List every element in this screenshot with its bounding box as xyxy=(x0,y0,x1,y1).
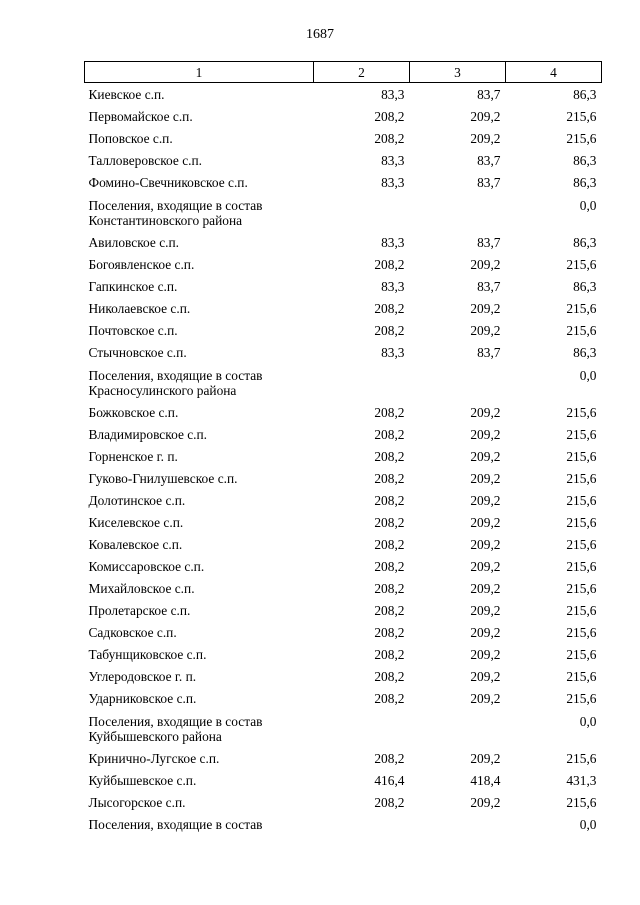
settlement-name-cell: Комиссаровское с.п. xyxy=(88,558,205,574)
settlement-name-cell: Почтовское с.п. xyxy=(88,322,178,338)
settlement-name-cell: Долотинское с.п. xyxy=(88,492,186,508)
value-col2-cell: 208,2 xyxy=(374,602,405,618)
value-col2-cell: 83,3 xyxy=(381,278,405,294)
table-row xyxy=(85,105,602,127)
value-col3-cell xyxy=(410,709,506,747)
value-col2-cell xyxy=(314,193,410,231)
value-col4-cell: 0,0 xyxy=(579,713,597,729)
value-col4-cell: 215,6 xyxy=(566,470,597,486)
value-col2-cell: 208,2 xyxy=(374,256,405,272)
value-col3-cell: 209,2 xyxy=(470,602,501,618)
value-col4-cell: 86,3 xyxy=(573,278,597,294)
value-col3-cell: 83,7 xyxy=(477,87,501,102)
settlement-name-cell: Ковалевское с.п. xyxy=(88,536,183,552)
value-col2-cell: 208,2 xyxy=(374,492,405,508)
settlement-name-cell: Авиловское с.п. xyxy=(88,234,180,250)
value-col3-cell: 83,7 xyxy=(477,174,501,190)
table-row xyxy=(85,791,602,813)
table-row xyxy=(85,83,602,105)
table-row xyxy=(85,171,602,193)
value-col2-cell: 208,2 xyxy=(374,108,405,124)
table-row xyxy=(85,275,602,297)
value-col2-cell: 83,3 xyxy=(381,234,405,250)
value-col2-cell: 208,2 xyxy=(374,404,405,420)
column-header-3: 3 xyxy=(410,62,506,83)
value-col2-cell: 208,2 xyxy=(374,448,405,464)
settlement-name-cell: Поселения, входящие в состав xyxy=(88,816,263,832)
table-row xyxy=(85,423,602,445)
value-col3-cell: 209,2 xyxy=(470,668,501,684)
column-header-2: 2 xyxy=(314,62,410,83)
value-col3-cell: 209,2 xyxy=(470,300,501,316)
value-col3-cell: 83,7 xyxy=(477,344,501,360)
value-col3-cell: 209,2 xyxy=(470,108,501,124)
value-col2-cell: 208,2 xyxy=(374,470,405,486)
table-header xyxy=(85,62,602,83)
value-col4-cell: 86,3 xyxy=(573,174,597,190)
table-row xyxy=(85,577,602,599)
value-col4-cell: 215,6 xyxy=(566,404,597,420)
settlement-name-cell: Пролетарское с.п. xyxy=(88,602,191,618)
value-col2-cell: 208,2 xyxy=(374,624,405,640)
table-row xyxy=(85,297,602,319)
table-row xyxy=(85,401,602,423)
settlement-name-cell: Киселевское с.п. xyxy=(88,514,184,530)
value-col3-cell: 209,2 xyxy=(470,130,501,146)
settlement-name-cell: Гуково-Гнилушевское с.п. xyxy=(88,470,238,486)
table-row xyxy=(85,665,602,687)
value-col2-cell: 208,2 xyxy=(374,322,405,338)
settlement-name-cell: Поповское с.п. xyxy=(88,130,173,146)
value-col3-cell: 209,2 xyxy=(470,426,501,442)
value-col3-cell: 209,2 xyxy=(470,322,501,338)
value-col2-cell: 416,4 xyxy=(374,772,405,788)
table-row xyxy=(85,599,602,621)
value-col4-cell: 215,6 xyxy=(566,668,597,684)
value-col3-cell: 209,2 xyxy=(470,492,501,508)
value-col3-cell: 83,7 xyxy=(477,278,501,294)
value-col3-cell: 418,4 xyxy=(470,772,501,788)
value-col3-cell: 209,2 xyxy=(470,448,501,464)
value-col2-cell: 208,2 xyxy=(374,580,405,596)
settlement-name-cell: Николаевское с.п. xyxy=(88,300,191,316)
table-row xyxy=(85,709,602,747)
value-col3-cell: 209,2 xyxy=(470,558,501,574)
value-col3-cell xyxy=(410,813,506,835)
value-col2-cell: 208,2 xyxy=(374,426,405,442)
settlement-name-cell: Кринично-Лугское с.п. xyxy=(88,750,220,766)
value-col4-cell: 0,0 xyxy=(579,197,597,213)
value-col3-cell xyxy=(410,193,506,231)
table-row xyxy=(85,621,602,643)
value-col3-cell: 209,2 xyxy=(470,690,501,706)
settlement-name-cell: Куйбышевское с.п. xyxy=(88,772,197,788)
table-row xyxy=(85,149,602,171)
value-col4-cell: 215,6 xyxy=(566,580,597,596)
value-col2-cell: 208,2 xyxy=(374,750,405,766)
settlement-name-cell: Табунщиковское с.п. xyxy=(88,646,207,662)
value-col2-cell: 208,2 xyxy=(374,794,405,810)
table-row xyxy=(85,231,602,253)
settlement-name-cell: Михайловское с.п. xyxy=(88,580,195,596)
page-number: 1687 xyxy=(306,27,334,42)
column-header-1: 1 xyxy=(85,62,314,83)
value-col3-cell: 209,2 xyxy=(470,750,501,766)
value-col4-cell: 215,6 xyxy=(566,646,597,662)
value-col4-cell: 215,6 xyxy=(566,690,597,706)
settlement-name-cell: Горненское г. п. xyxy=(88,448,178,464)
settlement-name-cell: Лысогорское с.п. xyxy=(88,794,186,810)
value-col2-cell: 83,3 xyxy=(381,344,405,360)
value-col2-cell: 208,2 xyxy=(374,646,405,662)
value-col4-cell: 215,6 xyxy=(566,750,597,766)
value-col4-cell: 215,6 xyxy=(566,448,597,464)
table-row xyxy=(85,253,602,275)
value-col4-cell: 215,6 xyxy=(566,624,597,640)
value-col3-cell: 209,2 xyxy=(470,536,501,552)
value-col2-cell: 208,2 xyxy=(374,300,405,316)
value-col4-cell: 215,6 xyxy=(566,426,597,442)
value-col4-cell: 0,0 xyxy=(579,816,597,832)
header-row xyxy=(85,62,602,83)
value-col2-cell: 208,2 xyxy=(374,130,405,146)
table-row xyxy=(85,341,602,363)
value-col3-cell: 209,2 xyxy=(470,624,501,640)
table-row xyxy=(85,489,602,511)
value-col4-cell: 215,6 xyxy=(566,108,597,124)
value-col2-cell xyxy=(314,813,410,835)
value-col4-cell: 215,6 xyxy=(566,256,597,272)
value-col4-cell: 215,6 xyxy=(566,794,597,810)
value-col2-cell: 208,2 xyxy=(374,558,405,574)
value-col3-cell xyxy=(410,363,506,401)
value-col2-cell: 83,3 xyxy=(381,174,405,190)
table-row xyxy=(85,467,602,489)
table-row xyxy=(85,319,602,341)
value-col4-cell: 431,3 xyxy=(566,772,597,788)
value-col4-cell: 86,3 xyxy=(573,234,597,250)
settlement-name-cell: Владимировское с.п. xyxy=(88,426,208,442)
value-col4-cell: 215,6 xyxy=(566,130,597,146)
value-col3-cell: 83,7 xyxy=(477,152,501,168)
value-col3-cell: 83,7 xyxy=(477,234,501,250)
value-col4-cell: 0,0 xyxy=(579,367,597,383)
settlement-name-cell: Богоявленское с.п. xyxy=(88,256,195,272)
value-col3-cell: 209,2 xyxy=(470,256,501,272)
value-col4-cell: 215,6 xyxy=(566,602,597,618)
value-col3-cell: 209,2 xyxy=(470,470,501,486)
value-col4-cell: 215,6 xyxy=(566,558,597,574)
table-row xyxy=(85,127,602,149)
table-row xyxy=(85,769,602,791)
value-col2-cell: 83,3 xyxy=(381,152,405,168)
settlement-name-cell: Ударниковское с.п. xyxy=(88,690,197,706)
value-col4-cell: 215,6 xyxy=(566,322,597,338)
settlement-name-cell: Талловеровское с.п. xyxy=(88,152,203,168)
settlement-name-cell: Поселения, входящие в состав Красносулинского района xyxy=(88,367,263,398)
value-col4-cell: 215,6 xyxy=(566,492,597,508)
table-row xyxy=(85,555,602,577)
value-col2-cell: 208,2 xyxy=(374,536,405,552)
value-col3-cell: 209,2 xyxy=(470,646,501,662)
value-col3-cell: 209,2 xyxy=(470,514,501,530)
data-table xyxy=(84,61,602,835)
settlement-name-cell: Поселения, входящие в состав Константиновского района xyxy=(88,197,263,228)
settlement-name-cell: Садковское с.п. xyxy=(88,624,177,640)
table-row xyxy=(85,445,602,467)
table-row xyxy=(85,193,602,231)
settlement-name-cell: Фомино-Свечниковское с.п. xyxy=(88,174,248,190)
value-col2-cell: 208,2 xyxy=(374,668,405,684)
value-col2-cell: 208,2 xyxy=(374,690,405,706)
settlement-name-cell: Углеродовское г. п. xyxy=(88,668,197,684)
table-row xyxy=(85,643,602,665)
value-col4-cell: 215,6 xyxy=(566,514,597,530)
settlement-name-cell: Киевское с.п. xyxy=(88,87,165,102)
settlement-name-cell: Первомайское с.п. xyxy=(88,108,193,124)
value-col3-cell: 209,2 xyxy=(470,404,501,420)
column-header-4: 4 xyxy=(506,62,602,83)
table-body xyxy=(85,83,602,835)
value-col3-cell: 209,2 xyxy=(470,580,501,596)
settlement-name-cell: Гапкинское с.п. xyxy=(88,278,178,294)
settlement-name-cell: Божковское с.п. xyxy=(88,404,179,420)
value-col2-cell: 208,2 xyxy=(374,514,405,530)
table-row xyxy=(85,511,602,533)
table-row xyxy=(85,813,602,835)
value-col2-cell: 83,3 xyxy=(381,87,405,102)
settlement-name-cell: Поселения, входящие в состав Куйбышевского района xyxy=(88,713,263,744)
value-col3-cell: 209,2 xyxy=(470,794,501,810)
table-row xyxy=(85,533,602,555)
value-col2-cell xyxy=(314,709,410,747)
value-col4-cell: 86,3 xyxy=(573,152,597,168)
value-col4-cell: 86,3 xyxy=(573,344,597,360)
value-col2-cell xyxy=(314,363,410,401)
settlement-name-cell: Стычновское с.п. xyxy=(88,344,187,360)
table-row xyxy=(85,747,602,769)
value-col4-cell: 86,3 xyxy=(573,87,597,102)
table-row xyxy=(85,363,602,401)
value-col4-cell: 215,6 xyxy=(566,536,597,552)
table-row xyxy=(85,687,602,709)
value-col4-cell: 215,6 xyxy=(566,300,597,316)
